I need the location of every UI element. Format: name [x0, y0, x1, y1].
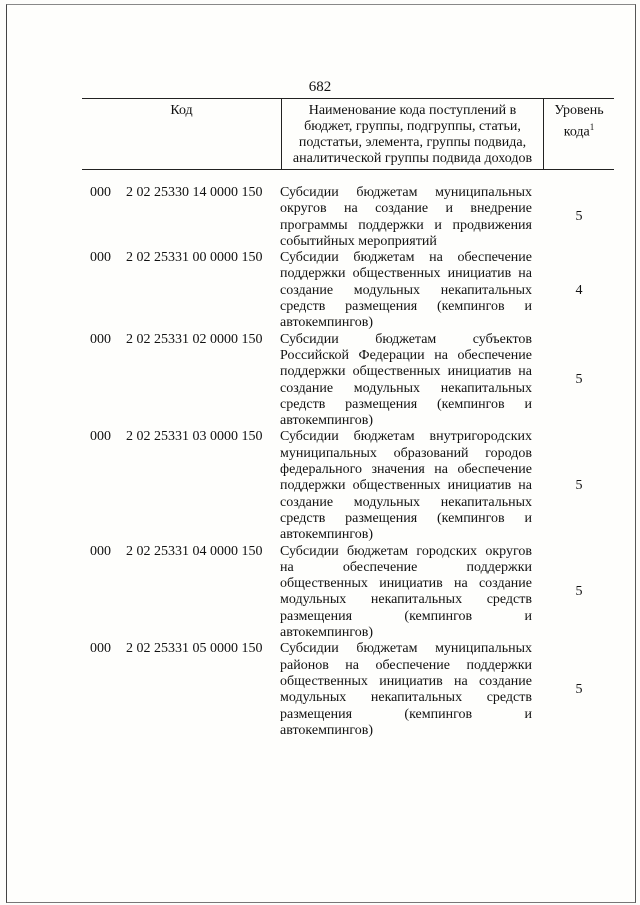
income-name-line: Субсидии бюджетам муниципальных: [280, 185, 532, 200]
income-name-line: средств размещения (кемпингов и: [280, 396, 532, 412]
admin-code: 000: [90, 429, 111, 445]
header-level-line1: Уровень: [554, 103, 604, 118]
code-level: 5: [575, 478, 583, 494]
table-row: [82, 185, 622, 250]
code-level: 5: [575, 584, 583, 600]
income-name-line: поддержки общественных инициатив на: [280, 364, 532, 380]
income-name-line: Субсидии бюджетам на обеспечение: [280, 250, 532, 266]
income-name-line: округов на создание и внедрение: [280, 201, 532, 217]
income-name: [280, 250, 532, 331]
income-name-line: средств размещения (кемпингов и: [280, 510, 532, 526]
income-name-line: размещения (кемпингов и: [280, 706, 532, 722]
footnote-marker: 1: [589, 122, 595, 132]
income-name: [280, 185, 532, 250]
income-name-line: модульных некапитальных средств: [280, 690, 532, 706]
income-name-line: Субсидии бюджетам внутригородских: [280, 429, 532, 445]
income-name-line: Российской Федерации на обеспечение: [280, 347, 532, 363]
code-level: 4: [575, 282, 583, 298]
income-name-line: общественных инициатив на создание: [280, 576, 532, 592]
income-name-line: автокемпингов): [280, 722, 374, 738]
admin-code: 000: [90, 185, 111, 200]
income-name: [280, 332, 532, 430]
income-name-line: автокемпингов): [280, 625, 374, 641]
page-number: 682: [308, 79, 332, 95]
income-name-line: федерального значения на обеспечение: [280, 462, 532, 478]
income-name: [280, 429, 532, 543]
income-name-line: автокемпингов): [280, 315, 374, 331]
income-code: 2 02 25331 00 0000 150: [126, 250, 263, 266]
header-level-line2: кода$^1$: [563, 122, 595, 140]
header-name-line: Наименование кода поступлений в: [308, 103, 517, 118]
income-name-line: Субсидии бюджетам муниципальных: [280, 641, 532, 657]
income-name-line: автокемпингов): [280, 413, 374, 429]
admin-code: 000: [90, 641, 111, 657]
income-name-line: на обеспечение поддержки: [280, 559, 532, 575]
code-level: 5: [575, 372, 583, 388]
header-level: [544, 99, 615, 170]
income-name-line: событийных мероприятий: [280, 233, 437, 249]
code-level: 5: [575, 682, 583, 698]
table-row: [82, 544, 622, 642]
admin-code: 000: [90, 331, 111, 347]
table-row: [82, 641, 622, 739]
code-level: 5: [575, 209, 583, 225]
income-code: 2 02 25331 02 0000 150: [126, 331, 263, 347]
income-code: 2 02 25331 04 0000 150: [126, 543, 263, 559]
income-name-line: автокемпингов): [280, 527, 374, 543]
header-code: Код: [82, 99, 282, 170]
income-name-line: создание модульных некапитальных: [280, 494, 532, 510]
admin-code: 000: [90, 250, 111, 266]
table-row: [82, 250, 622, 331]
admin-code: 000: [90, 543, 111, 559]
income-name-line: создание модульных некапитальных: [280, 380, 532, 396]
income-name-line: средств размещения (кемпингов и: [280, 299, 532, 315]
income-name-line: районов на обеспечение поддержки: [280, 657, 532, 673]
income-name-line: модульных некапитальных средств: [280, 592, 532, 608]
header-name: [282, 99, 544, 170]
income-name-line: муниципальных образований городов: [280, 445, 532, 461]
income-name-line: создание модульных некапитальных: [280, 282, 532, 298]
income-name-line: поддержки общественных инициатив на: [280, 478, 532, 494]
table-row: [82, 429, 622, 543]
income-name: [280, 641, 532, 739]
income-name: [280, 544, 532, 642]
income-code: 2 02 25330 14 0000 150: [126, 185, 263, 200]
income-name-line: программы поддержки и продвижения: [280, 217, 532, 233]
table-header: [82, 98, 614, 170]
table-body: [82, 185, 622, 739]
income-name-line: размещения (кемпингов и: [280, 608, 532, 624]
header-name-line: бюджет, группы, подгруппы, статьи,: [304, 119, 521, 134]
income-code: 2 02 25331 05 0000 150: [126, 641, 263, 657]
income-code: 2 02 25331 03 0000 150: [126, 429, 263, 445]
income-name-line: Субсидии бюджетам субъектов: [280, 331, 532, 347]
table-row: [82, 332, 622, 430]
income-name-line: Субсидии бюджетам городских округов: [280, 543, 532, 559]
income-name-line: поддержки общественных инициатив на: [280, 266, 532, 282]
header-name-line: подстатьи, элемента, группы подвида,: [298, 135, 527, 150]
header-name-line: аналитической группы подвида доходов: [292, 151, 533, 166]
income-name-line: общественных инициатив на создание: [280, 673, 532, 689]
